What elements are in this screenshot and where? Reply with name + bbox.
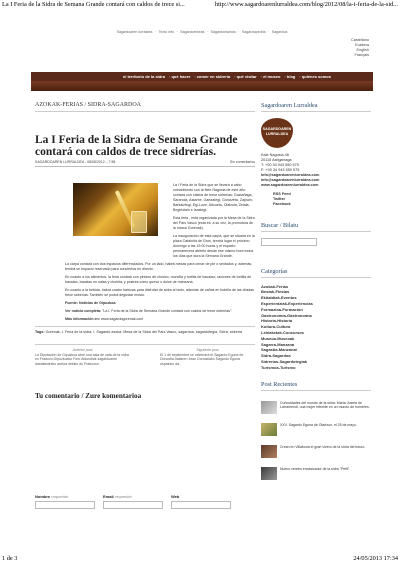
recent-posts xyxy=(261,401,371,480)
recent-post-thumbnail[interactable] xyxy=(261,401,277,414)
category-item[interactable]: Esperientziak-Experiencias xyxy=(261,301,313,306)
address-line: 20115 Astigarraga xyxy=(261,158,292,162)
lang-francais[interactable]: Français xyxy=(354,53,369,57)
category-item[interactable]: Bestak-Fiestas xyxy=(261,289,290,295)
top-nav-item[interactable]: Sagardoa xyxy=(271,30,288,34)
email-input[interactable] xyxy=(103,501,163,509)
sidebar xyxy=(261,102,371,489)
search-input[interactable] xyxy=(261,238,317,246)
category-item[interactable]: Ekitaldiak-Eventos xyxy=(261,295,297,301)
comment-form xyxy=(35,494,255,509)
print-footer xyxy=(2,555,398,564)
web-field-group xyxy=(171,494,231,509)
recent-post[interactable] xyxy=(261,445,371,458)
main-nav-museo[interactable]: el museo xyxy=(263,74,281,79)
more-info-link[interactable]: www.sagardogorenak.com xyxy=(100,317,144,321)
contact-info xyxy=(261,153,371,188)
full-news-link[interactable]: "La I. Feria de la Sidra de Semana Grande contará con caldos de trece sidrerías". xyxy=(102,309,233,313)
post-navigation xyxy=(35,344,255,366)
main-nav-comer[interactable]: comer en sidrería xyxy=(196,74,231,79)
email-link[interactable]: info@sagardoarenlurraldea.com xyxy=(261,173,320,177)
main-content xyxy=(35,102,255,509)
next-post[interactable] xyxy=(160,348,255,366)
breadcrumb[interactable]: AZOKAK-FERIAS / SIDRA-SAGARDOA xyxy=(35,102,255,112)
post-paragraph: En cuanto a los alimentos, la feria contará con pintxos de chorizo, morcilla y tortilla de bacalao; raciones de tortilla de bacalao, bacalao en salsa y chuleta; y postres como queso o dulce de manzana. xyxy=(65,275,252,284)
email-field-group xyxy=(103,494,163,509)
recent-post-thumbnail[interactable] xyxy=(261,445,277,458)
post-paragraph: Esta feria , está organizada por la Mesa de la Sidra del País Vasco (esta es, a su vez, la promotora de la marca Gorenak). xyxy=(173,216,255,230)
full-news-label: Ver noticia completa: xyxy=(65,309,103,313)
category-item[interactable]: Historia-Historia xyxy=(261,318,293,324)
category-item[interactable]: Gastronomía-Gastronomía xyxy=(261,312,312,318)
main-nav-territorio[interactable]: el territorio de la sidra xyxy=(123,74,166,79)
web-link[interactable]: www.sagardoarenlurraldea.com xyxy=(261,183,319,187)
category-item[interactable]: Museoa-Museoak xyxy=(261,335,295,341)
post-meta xyxy=(35,160,255,167)
post-paragraph: En cuanto a la bebida, habrá cuatro barricas para disfrutar de sidra al txotx, además de cañas en botella de las citadas trece sidrerías. También se podrá degustar mosto. xyxy=(65,288,254,297)
recent-posts-title: Post Recientes xyxy=(261,381,371,391)
category-item[interactable]: Formazioa-Formación xyxy=(261,306,303,312)
post-body xyxy=(35,183,255,322)
categories-title: Categorías xyxy=(261,268,371,278)
top-nav-item[interactable]: Textu info xyxy=(158,30,174,34)
main-nav: el territorio de la sidra · qué hacer · comer en sidrería · qué visitar · el museo · blog · quiénes somos xyxy=(31,72,373,81)
web-label: Web xyxy=(171,494,180,500)
post-source xyxy=(65,301,255,306)
logo-line: SAGARDOAREN xyxy=(262,127,292,131)
top-nav-item[interactable]: Sagardoetxeas xyxy=(180,30,205,34)
main-nav-quienes-somos[interactable]: quiénes somos xyxy=(301,74,331,79)
top-nav-item[interactable]: Sagardoelaindo xyxy=(210,30,236,34)
categories-list xyxy=(261,284,371,371)
rss-feed-link[interactable]: RSS Feed xyxy=(273,192,291,196)
lang-castellano[interactable]: Castellano xyxy=(351,38,369,42)
category-item[interactable]: Sagastia-Manzanal xyxy=(261,347,297,353)
category-item[interactable]: Lehiaketak-Concursos xyxy=(261,329,304,335)
previous-post-text[interactable]: La Diputación de Gipuzkoa abre una sala de cata de la sidra en Fraisoro.Gipuzkoako Foru Aldundiak sagardoaren dastatetareko aretoa irekiko du Fraisoron. xyxy=(35,352,129,366)
recent-post-title[interactable]: Nuevo cerebo encasizador de la sidra "Petit". xyxy=(280,466,351,471)
category-item[interactable]: Kultura-Cultura xyxy=(261,324,291,330)
print-header xyxy=(2,1,398,10)
recent-post-title[interactable]: XXV. Sagardo Eguna de Olartzun, el 25 de mayo. xyxy=(280,422,357,427)
web-input[interactable] xyxy=(171,501,231,509)
source-text: Fuente: Noticias de Gipuzkoa. xyxy=(65,301,117,305)
header-band xyxy=(31,81,373,91)
next-post-text[interactable]: El 1 de septiembre se celebrará el Sagardo Eguna de Donostia.Irailaren 1ean Donostiako Sagardo Eguna ospatuko da. xyxy=(160,352,244,366)
category-item[interactable]: Sidra-Sagardoa xyxy=(261,353,291,359)
post-text xyxy=(65,262,255,322)
tags-label: Tags: xyxy=(35,330,46,334)
fax: F: +00 34 943 550 575 xyxy=(261,168,300,172)
tags-list[interactable]: Gorenak, I. Feria de la sidra, I. Sagardo azoka, Mesa de la Sidra del País Vasco, sagardoa, sagardotegia, Sidra, sidrería xyxy=(45,330,243,334)
comments-title: Tu comentario / Zure komentarioa xyxy=(35,392,142,401)
recent-post-thumbnail[interactable] xyxy=(261,467,277,480)
recent-post-title[interactable]: Crean en Villabona el gran vivero de la sidra del futuro. xyxy=(280,444,366,449)
category-item[interactable]: Sagarra-Manzana xyxy=(261,341,295,347)
recent-post[interactable] xyxy=(261,401,371,414)
lang-english[interactable]: English xyxy=(356,48,369,52)
email-link[interactable]: info@sagardoarenlurraldea.com xyxy=(261,178,320,182)
phone: T: +00 34 943 550 575 xyxy=(261,163,299,167)
logo-line: LURRALDEA xyxy=(265,132,289,136)
name-field-group xyxy=(35,494,95,509)
next-post-label: Siguiente post xyxy=(196,348,219,352)
language-selector xyxy=(351,38,369,58)
full-news xyxy=(65,309,255,314)
category-item[interactable]: Azokak-Ferias xyxy=(261,283,289,289)
post-author-date: SAGARDOAREN LURRALDEA - 08/08/2012 – 7:58 xyxy=(35,160,116,164)
print-datetime: 24/05/2013 17:34 xyxy=(353,555,398,562)
facebook-link[interactable]: Facebook xyxy=(273,202,291,207)
more-info xyxy=(65,317,255,322)
post-paragraph: La I Feria de la Sidra que se llevará a cabo coincidiendo con la fiete Nagusia de este año contará con caldos de trece sidrerías: Gaztañaga, Saranola, Astarbe, Gartzategi, Gurutzeta, Zapiain, Barkaiztegi, Egi-Luze, Altzueta, Olaizola, Zelaia, Begiristain e Isastegi. xyxy=(173,183,253,212)
top-nav-item[interactable]: Sagardoaren lurraldea xyxy=(116,30,153,34)
main-nav-que-hacer[interactable]: qué hacer xyxy=(171,74,191,79)
post-title: La I Feria de la Sidra de Semana Grande contará con caldos de trece sidrerías. xyxy=(35,134,238,158)
name-input[interactable] xyxy=(35,501,95,509)
post-paragraph: La inauguración de esta carpa, que se situará en la plaza Cataluña de Gros, tendrá lugar el próximo domingo a las 19.00 horas y el espacio permanecerá abierto desde ese mismo hora todos los días que dura la Semana Grande. xyxy=(173,234,255,258)
top-nav: Sagardoaren lurraldea · Textu info · Sagardoetxeas · Sagardoelaindo · Sagardopedria · Sagardoa xyxy=(116,30,288,34)
post-text-float xyxy=(173,183,255,259)
sagardoaren-lurraldea-logo xyxy=(261,118,293,148)
page xyxy=(31,22,373,552)
more-info-label: Más información en: xyxy=(65,317,101,321)
top-nav-item[interactable]: Sagardopedria xyxy=(241,30,266,34)
recent-post-title[interactable]: Curiosidades del mundo de la sidra: María Josefa de Larramendi, una mujer rebelde en un mundo de hombres. xyxy=(280,400,370,410)
twitter-link[interactable]: Twitter xyxy=(273,197,286,202)
print-url: http://www.sagardoarenlurraldea.com/blog/2012/08/la-i-feria-de-la-sid... xyxy=(214,1,398,8)
glass xyxy=(131,211,147,233)
print-page-number: 1 de 3 xyxy=(2,555,18,562)
post-paragraph: La carpa contará con dos espacios diferenciados. Por un lado, habrá mesas para cenar de pie o sentados y, además, tendrá un espacio reservado para conciertos en directo. xyxy=(65,262,253,271)
category-item[interactable]: Sidrerías-Sagardotegiak xyxy=(261,358,308,364)
previous-post-label: Anterior post xyxy=(72,348,93,352)
print-title: La I Feria de la Sidra de Semana Grande contará con caldos de trece si... xyxy=(2,1,185,8)
search-title: Buscar / Bilatu xyxy=(261,222,371,232)
cider-pour-image xyxy=(73,183,158,236)
previous-post[interactable] xyxy=(35,348,130,366)
recent-post[interactable] xyxy=(261,467,371,480)
recent-post-thumbnail[interactable] xyxy=(261,423,277,436)
comments-link[interactable]: Sin comentarios xyxy=(229,160,255,164)
recent-post[interactable] xyxy=(261,423,371,436)
name-label: Nombre requerido xyxy=(35,494,69,500)
main-nav-que-visitar[interactable]: qué visitar xyxy=(236,74,257,79)
category-item[interactable]: Turismoa-Turismo xyxy=(261,364,296,370)
address-line: Kale Nagusia 48 xyxy=(261,153,289,157)
post-tags xyxy=(35,326,255,335)
email-label: Email requerido xyxy=(103,494,132,500)
social-links xyxy=(261,192,371,208)
main-nav-blog[interactable]: blog xyxy=(286,74,296,79)
lang-euskera[interactable]: Euskera xyxy=(355,43,369,47)
sidebar-title: Sagardoaren Lurraldea xyxy=(261,102,371,112)
